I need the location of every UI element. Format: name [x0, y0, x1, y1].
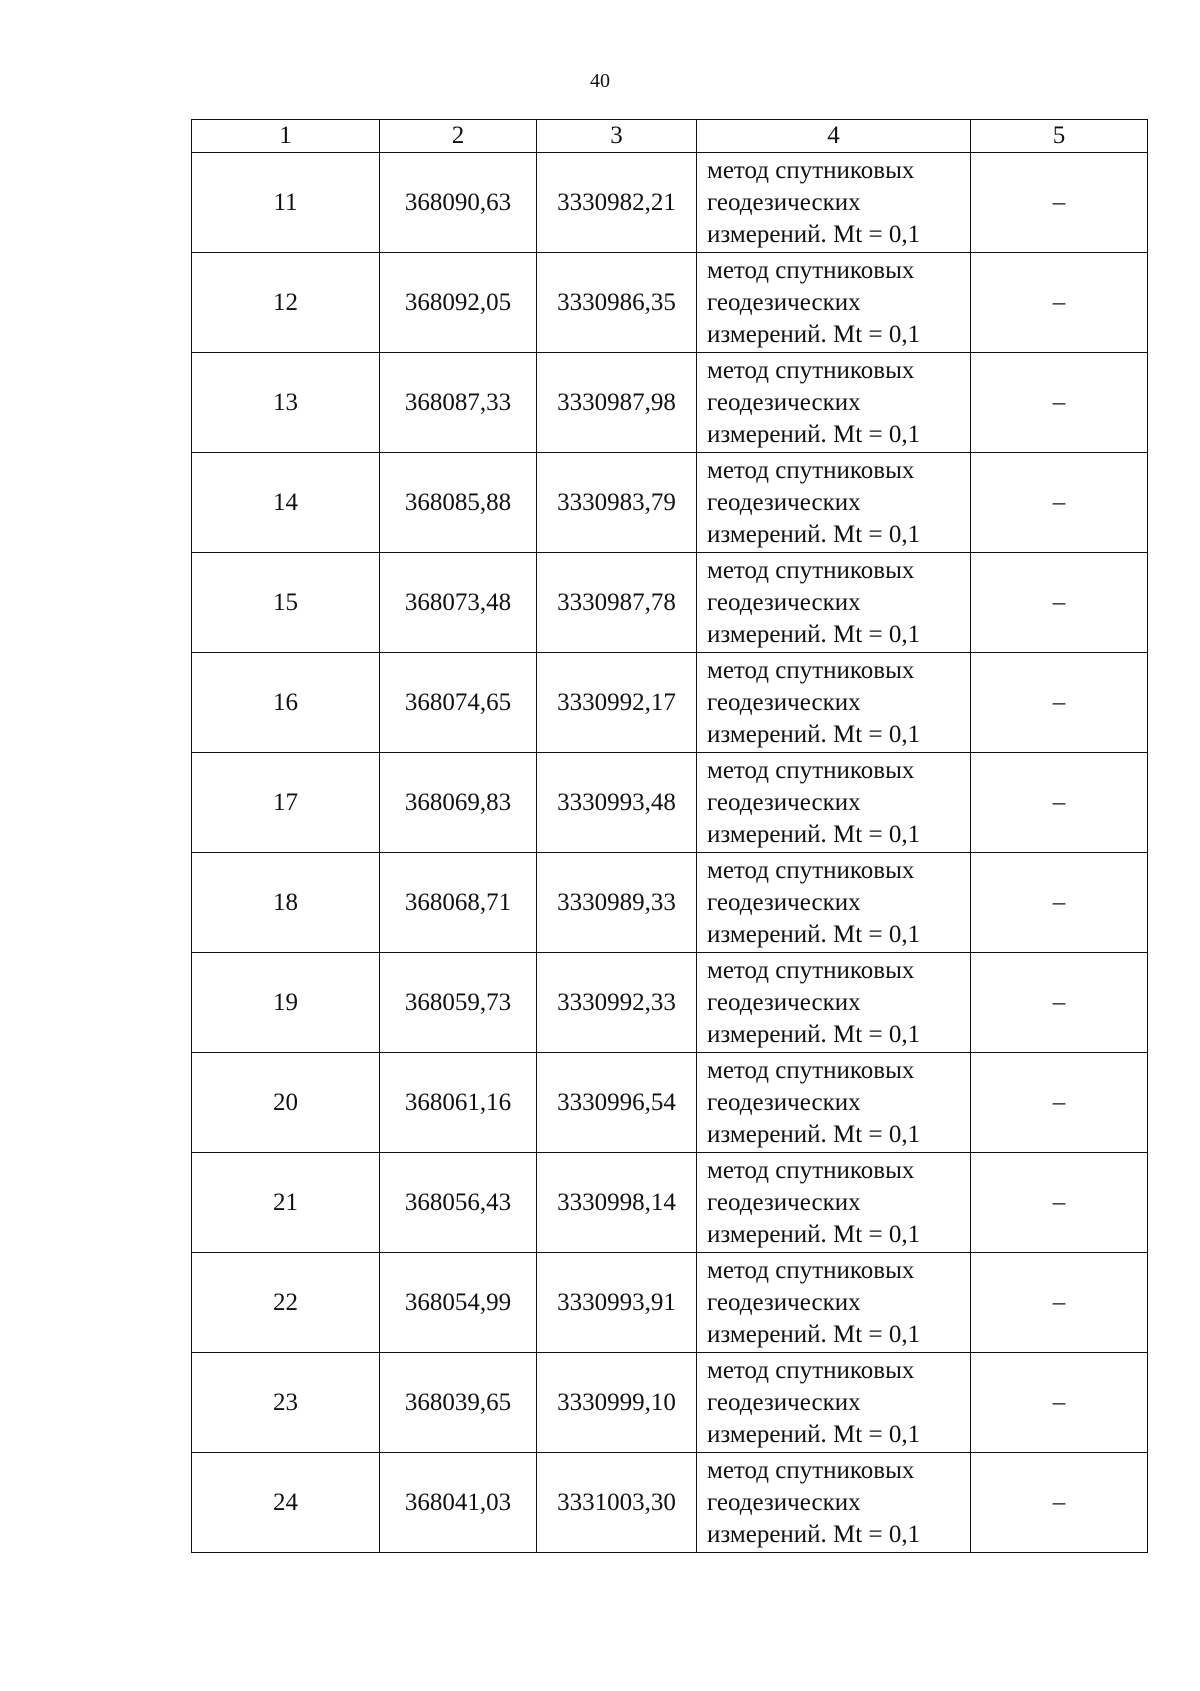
- table-row: [192, 353, 1148, 453]
- method-line: геодезических: [707, 388, 861, 416]
- method-line: метод спутниковых: [707, 856, 915, 884]
- cell-point-number: 18: [192, 853, 380, 953]
- cell-point-number: 14: [192, 453, 380, 553]
- cell-coordinate-x: 368069,83: [380, 753, 537, 853]
- method-line: метод спутниковых: [707, 1356, 915, 1384]
- method-line: метод спутниковых: [707, 556, 915, 584]
- cell-method: [697, 1153, 971, 1253]
- method-line: метод спутниковых: [707, 1156, 915, 1184]
- cell-method: [697, 953, 971, 1053]
- method-line: измерений. Mt = 0,1: [707, 1320, 921, 1348]
- cell-note: –: [971, 653, 1148, 753]
- method-line: измерений. Mt = 0,1: [707, 1420, 921, 1448]
- method-line: геодезических: [707, 1088, 861, 1116]
- cell-coordinate-y: 3330998,14: [537, 1153, 697, 1253]
- cell-coordinate-x: 368087,33: [380, 353, 537, 453]
- cell-method: [697, 753, 971, 853]
- header-col-4: 4: [697, 120, 971, 153]
- cell-coordinate-x: 368092,05: [380, 253, 537, 353]
- method-line: геодезических: [707, 1188, 861, 1216]
- cell-note: –: [971, 953, 1148, 1053]
- cell-method: [697, 1253, 971, 1353]
- method-line: измерений. Mt = 0,1: [707, 720, 921, 748]
- cell-coordinate-x: 368056,43: [380, 1153, 537, 1253]
- method-line: геодезических: [707, 988, 861, 1016]
- cell-point-number: 23: [192, 1353, 380, 1453]
- table-header: [192, 120, 1148, 153]
- header-col-3: 3: [537, 120, 697, 153]
- cell-coordinate-y: 3330987,78: [537, 553, 697, 653]
- method-line: измерений. Mt = 0,1: [707, 1220, 921, 1248]
- cell-point-number: 11: [192, 153, 380, 253]
- page-number: 40: [590, 70, 610, 92]
- table-row: [192, 153, 1148, 253]
- cell-method: [697, 1453, 971, 1553]
- table-row: [192, 253, 1148, 353]
- method-line: геодезических: [707, 288, 861, 316]
- cell-coordinate-x: 368068,71: [380, 853, 537, 953]
- method-line: метод спутниковых: [707, 1456, 915, 1484]
- cell-coordinate-y: 3330993,91: [537, 1253, 697, 1353]
- cell-note: –: [971, 1053, 1148, 1153]
- cell-coordinate-y: 3330999,10: [537, 1353, 697, 1453]
- cell-coordinate-y: 3330993,48: [537, 753, 697, 853]
- method-line: метод спутниковых: [707, 356, 915, 384]
- method-line: геодезических: [707, 888, 861, 916]
- table-row: [192, 1253, 1148, 1353]
- header-col-1: 1: [192, 120, 380, 153]
- method-line: измерений. Mt = 0,1: [707, 1120, 921, 1148]
- cell-note: –: [971, 1353, 1148, 1453]
- method-line: геодезических: [707, 788, 861, 816]
- cell-point-number: 20: [192, 1053, 380, 1153]
- table-row: [192, 1053, 1148, 1153]
- method-line: геодезических: [707, 188, 861, 216]
- cell-coordinate-x: 368054,99: [380, 1253, 537, 1353]
- cell-note: –: [971, 1253, 1148, 1353]
- cell-note: –: [971, 553, 1148, 653]
- cell-method: [697, 453, 971, 553]
- cell-note: –: [971, 253, 1148, 353]
- method-line: метод спутниковых: [707, 656, 915, 684]
- method-line: измерений. Mt = 0,1: [707, 420, 921, 448]
- cell-note: –: [971, 1453, 1148, 1553]
- table-row: [192, 553, 1148, 653]
- method-line: метод спутниковых: [707, 1256, 915, 1284]
- cell-coordinate-x: 368074,65: [380, 653, 537, 753]
- method-line: геодезических: [707, 688, 861, 716]
- cell-coordinate-y: 3330982,21: [537, 153, 697, 253]
- cell-coordinate-y: 3330986,35: [537, 253, 697, 353]
- cell-method: [697, 1353, 971, 1453]
- header-row: [192, 120, 1148, 153]
- cell-method: [697, 353, 971, 453]
- method-line: измерений. Mt = 0,1: [707, 520, 921, 548]
- cell-coordinate-y: 3330992,33: [537, 953, 697, 1053]
- cell-method: [697, 553, 971, 653]
- table-row: [192, 1453, 1148, 1553]
- cell-note: –: [971, 853, 1148, 953]
- cell-coordinate-y: 3330996,54: [537, 1053, 697, 1153]
- cell-method: [697, 653, 971, 753]
- method-line: метод спутниковых: [707, 956, 915, 984]
- cell-coordinate-y: 3331003,30: [537, 1453, 697, 1553]
- method-line: измерений. Mt = 0,1: [707, 220, 921, 248]
- method-line: метод спутниковых: [707, 756, 915, 784]
- table-row: [192, 1353, 1148, 1453]
- cell-method: [697, 1053, 971, 1153]
- cell-coordinate-x: 368073,48: [380, 553, 537, 653]
- cell-coordinate-x: 368090,63: [380, 153, 537, 253]
- method-line: измерений. Mt = 0,1: [707, 1520, 921, 1548]
- method-line: измерений. Mt = 0,1: [707, 820, 921, 848]
- cell-point-number: 24: [192, 1453, 380, 1553]
- cell-note: –: [971, 153, 1148, 253]
- cell-point-number: 19: [192, 953, 380, 1053]
- cell-coordinate-x: 368085,88: [380, 453, 537, 553]
- method-line: геодезических: [707, 488, 861, 516]
- table-row: [192, 1153, 1148, 1253]
- cell-note: –: [971, 453, 1148, 553]
- method-line: измерений. Mt = 0,1: [707, 320, 921, 348]
- method-line: геодезических: [707, 588, 861, 616]
- cell-point-number: 17: [192, 753, 380, 853]
- cell-coordinate-y: 3330983,79: [537, 453, 697, 553]
- coordinates-table: [191, 119, 1148, 1553]
- cell-coordinate-x: 368041,03: [380, 1453, 537, 1553]
- cell-note: –: [971, 753, 1148, 853]
- method-line: метод спутниковых: [707, 156, 915, 184]
- cell-point-number: 22: [192, 1253, 380, 1353]
- cell-method: [697, 253, 971, 353]
- cell-coordinate-y: 3330992,17: [537, 653, 697, 753]
- table-row: [192, 853, 1148, 953]
- method-line: метод спутниковых: [707, 256, 915, 284]
- table-row: [192, 953, 1148, 1053]
- method-line: метод спутниковых: [707, 1056, 915, 1084]
- cell-coordinate-x: 368061,16: [380, 1053, 537, 1153]
- cell-coordinate-x: 368059,73: [380, 953, 537, 1053]
- method-line: метод спутниковых: [707, 456, 915, 484]
- table-body: [192, 153, 1148, 1553]
- method-line: геодезических: [707, 1488, 861, 1516]
- cell-point-number: 13: [192, 353, 380, 453]
- cell-note: –: [971, 1153, 1148, 1253]
- header-col-5: 5: [971, 120, 1148, 153]
- cell-coordinate-x: 368039,65: [380, 1353, 537, 1453]
- method-line: измерений. Mt = 0,1: [707, 620, 921, 648]
- method-line: измерений. Mt = 0,1: [707, 1020, 921, 1048]
- cell-point-number: 12: [192, 253, 380, 353]
- table-row: [192, 653, 1148, 753]
- cell-note: –: [971, 353, 1148, 453]
- table-row: [192, 753, 1148, 853]
- cell-point-number: 16: [192, 653, 380, 753]
- cell-method: [697, 153, 971, 253]
- method-line: геодезических: [707, 1388, 861, 1416]
- method-line: геодезических: [707, 1288, 861, 1316]
- cell-coordinate-y: 3330989,33: [537, 853, 697, 953]
- method-line: измерений. Mt = 0,1: [707, 920, 921, 948]
- table-row: [192, 453, 1148, 553]
- cell-point-number: 21: [192, 1153, 380, 1253]
- cell-point-number: 15: [192, 553, 380, 653]
- header-col-2: 2: [380, 120, 537, 153]
- cell-coordinate-y: 3330987,98: [537, 353, 697, 453]
- cell-method: [697, 853, 971, 953]
